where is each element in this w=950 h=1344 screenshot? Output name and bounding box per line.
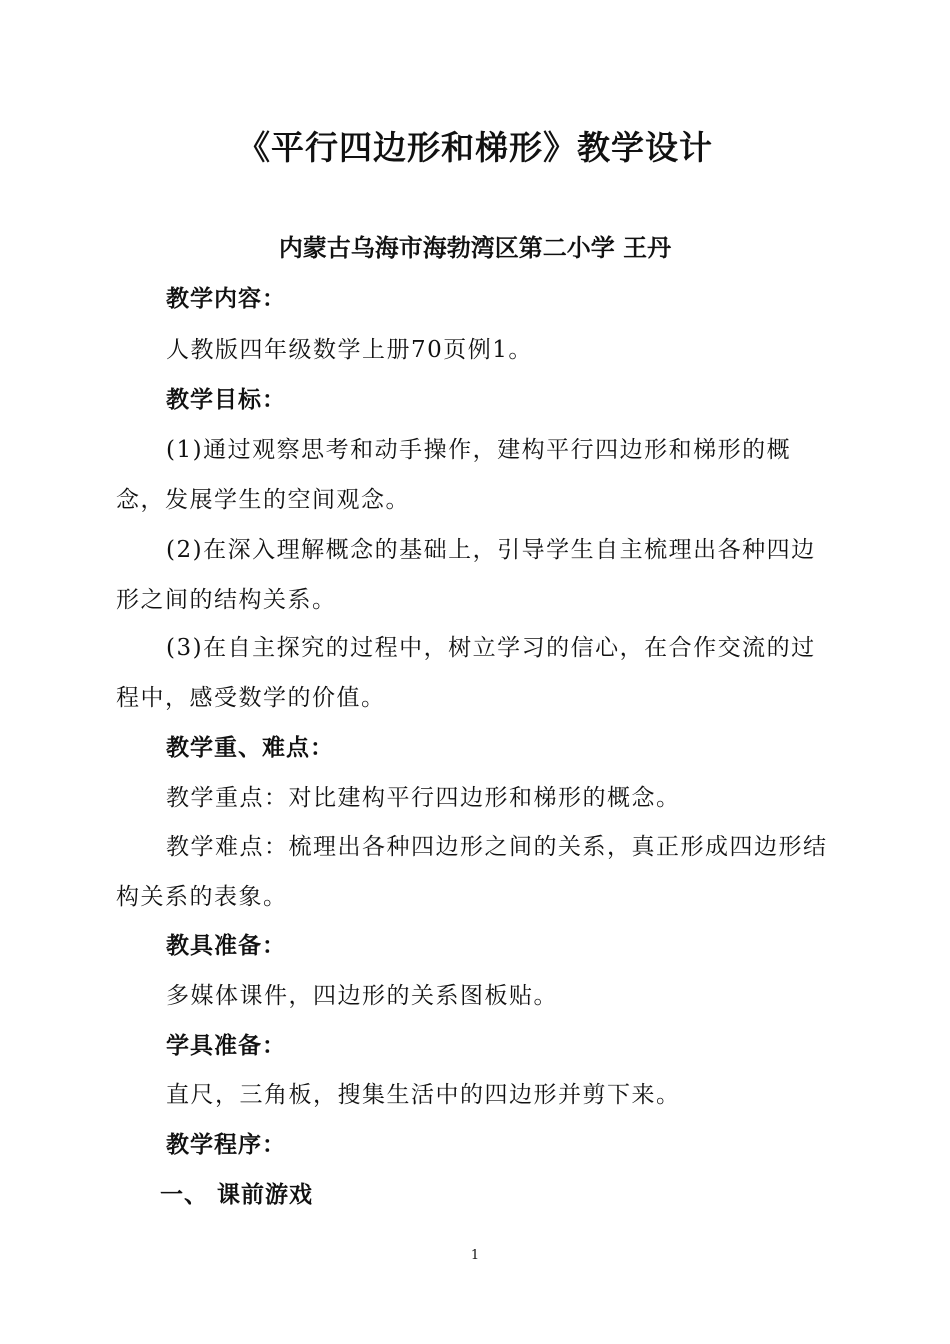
goal-3: (3)在自主探究的过程中，树立学习的信心，在合作交流的过程中，感受数学的价值。 bbox=[116, 635, 816, 711]
author-line: 内蒙古乌海市海勃湾区第二小学 王丹 bbox=[278, 233, 672, 262]
teacher-tools-heading: 教具准备： bbox=[166, 932, 286, 959]
page-number: 1 bbox=[470, 1248, 480, 1263]
teacher-tools-text: 多媒体课件，四边形的关系图板贴。 bbox=[166, 983, 558, 1009]
goals-heading: 教学目标： bbox=[166, 386, 286, 413]
procedure-step-1: 一、 课前游戏 bbox=[160, 1181, 314, 1208]
procedure-heading: 教学程序： bbox=[166, 1131, 286, 1158]
key-point-text: 教学重点：对比建构平行四边形和梯形的概念。 bbox=[166, 785, 681, 811]
content-heading: 教学内容： bbox=[166, 285, 286, 312]
document-title: 《平行四边形和梯形》教学设计 bbox=[237, 128, 713, 167]
difficult-point-text: 教学难点：梳理出各种四边形之间的关系，真正形成四边形结构关系的表象。 bbox=[116, 834, 828, 910]
goal-2: (2)在深入理解概念的基础上，引导学生自主梳理出各种四边形之间的结构关系。 bbox=[116, 537, 816, 613]
key-points-heading: 教学重、难点： bbox=[166, 734, 334, 761]
student-tools-text: 直尺，三角板，搜集生活中的四边形并剪下来。 bbox=[166, 1082, 681, 1108]
student-tools-heading: 学具准备： bbox=[166, 1032, 286, 1059]
content-text: 人教版四年级数学上册70页例1。 bbox=[166, 337, 533, 363]
goal-1: (1)通过观察思考和动手操作，建构平行四边形和梯形的概念，发展学生的空间观念。 bbox=[116, 437, 792, 513]
